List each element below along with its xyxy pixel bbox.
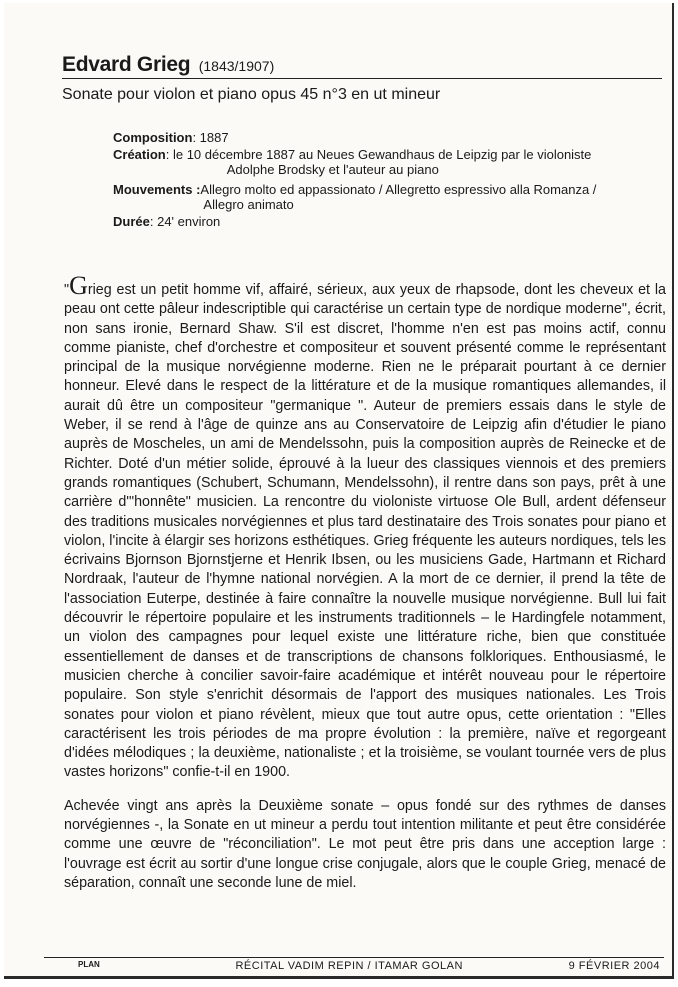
footer-rule	[44, 957, 664, 958]
page-header	[62, 53, 662, 77]
duree-row	[113, 214, 665, 229]
creation-row	[113, 147, 665, 177]
creation-value-line1: : le 10 décembre 1887 au Neues Gewandhaus de Leipzig par le violoniste	[165, 147, 592, 162]
header-rule	[62, 78, 662, 79]
duree-value: : 24' environ	[149, 214, 221, 229]
paragraph-2: Achevée vingt ans après la Deuxième sonate – opus fondé sur des rythmes de danses norvégiennes -, la Sonate en ut mineur a perdu tout intention militante et peut être considérée comme une œuvre de "réconciliation". Le mot peut être pris dans une acception large : l'ouvrage est écrit au sortir d'une longue crise conjugale, alors que le couple Grieg, menacé de séparation, connaît une seconde lune de miel.	[64, 797, 666, 891]
mouvements-label: Mouvements :	[113, 182, 201, 197]
opening-quote: "	[64, 282, 70, 298]
article-body	[64, 271, 666, 907]
drop-cap: G	[69, 271, 88, 300]
paragraph-1-text: rieg est un petit homme vif, affairé, sérieux, aux yeux de rhapsode, dont les cheveux et la peau ont cette pâleur indescriptible qui caractérise un certain type de nordique moderne", écrit, non sans ironie, Bernard Shaw. S'il est discret, l'homme n'en est pas moins actif, connu comme pianiste, chef d'orchestre et compositeur et souvent présenté comme le représentant principal de la musique norvégienne moderne. Rien ne le préparait pourtant à ce dernier honneur. Elevé dans le respect de la littérature et de la musique romantiques allemandes, il aurait dû être un compositeur "germanique ". Auteur de premiers essais dans le style de Weber, il se rend à l'âge de quinze ans au Conservatoire de Leipzig afin d'étudier le piano auprès de Moscheles, un ami de Mendelssohn, puis la composition auprès de Reinecke et de Richter. Doté d'un métier solide, éprouvé à la lueur des classiques viennois et des premiers grands romantiques (Schubert, Schumann, Mendelssohn), il rentre dans son pays, prêt à une carrière d'"honnête" musicien. La rencontre du violoniste virtuose Ole Bull, ardent défenseur des traditions musicales norvégiennes et plus tard destinataire des Trois sonates pour piano et violon, l'incite à élargir ses horizons esthétiques. Grieg fréquente les auteurs nordiques, tels les écrivains Bjornson Bjornstjerne et Henrik Ibsen, ou les musiciens Gade, Hartmann et Richard Nordraak, l'auteur de l'hymne national norvégien. A la mort de ce dernier, il prend la tête de l'association Euterpe, destinée à faire connaître la nouvelle musique norvégienne. Bull lui fait découvrir le répertoire populaire et les instruments traditionnels – le Hardingfele notamment, un violon des campagnes pour lequel existe une littérature riche, bien que constituée essentiellement de danses et de transcriptions de chansons folkloriques. Enthousiasmé, le musicien cherche à concilier savoir-faire académique et intérêt nouveau pour le répertoire populaire. Son style s'enrichit désormais de l'apport des musiques nationales. Les Trois sonates pour violon et piano révèlent, mieux que tout autre opus, cette orientation : "Elles caractérisent les trois périodes de ma propre évolution : la première, naïve et regorgeant d'idées mélodiques ; la deuxième, nationaliste ; et la troisième, se voulant tournée vers de plus vastes horizons" confie-t-il en 1900.	[64, 282, 666, 781]
program-page	[4, 3, 674, 979]
mouvements-value-line1: Allegro molto ed appassionato / Allegretto espressivo alla Romanza /	[200, 182, 597, 197]
composition-label: Composition	[113, 130, 193, 145]
duree-label: Durée	[113, 214, 150, 229]
mouvements-row	[113, 182, 665, 212]
paragraph-1	[64, 271, 666, 783]
composition-value: : 1887	[192, 130, 229, 145]
creation-label: Création	[113, 147, 166, 162]
footer-date: 9 FÉVRIER 2004	[568, 960, 660, 972]
page-footer	[78, 960, 660, 972]
mouvements-value-line2: Allegro animato	[203, 197, 294, 212]
composer-name: Edvard Grieg	[62, 53, 191, 76]
work-details	[113, 130, 665, 231]
composition-row	[113, 130, 665, 145]
work-title: Sonate pour violon et piano opus 45 n°3 en ut mineur	[62, 86, 441, 103]
composer-dates: (1843/1907)	[198, 58, 275, 74]
footer-event: RÉCITAL VADIM REPIN / ITAMAR GOLAN	[235, 960, 463, 972]
page-mark: PLAN	[78, 960, 100, 969]
creation-value-line2: Adolphe Brodsky et l'auteur au piano	[226, 162, 439, 177]
